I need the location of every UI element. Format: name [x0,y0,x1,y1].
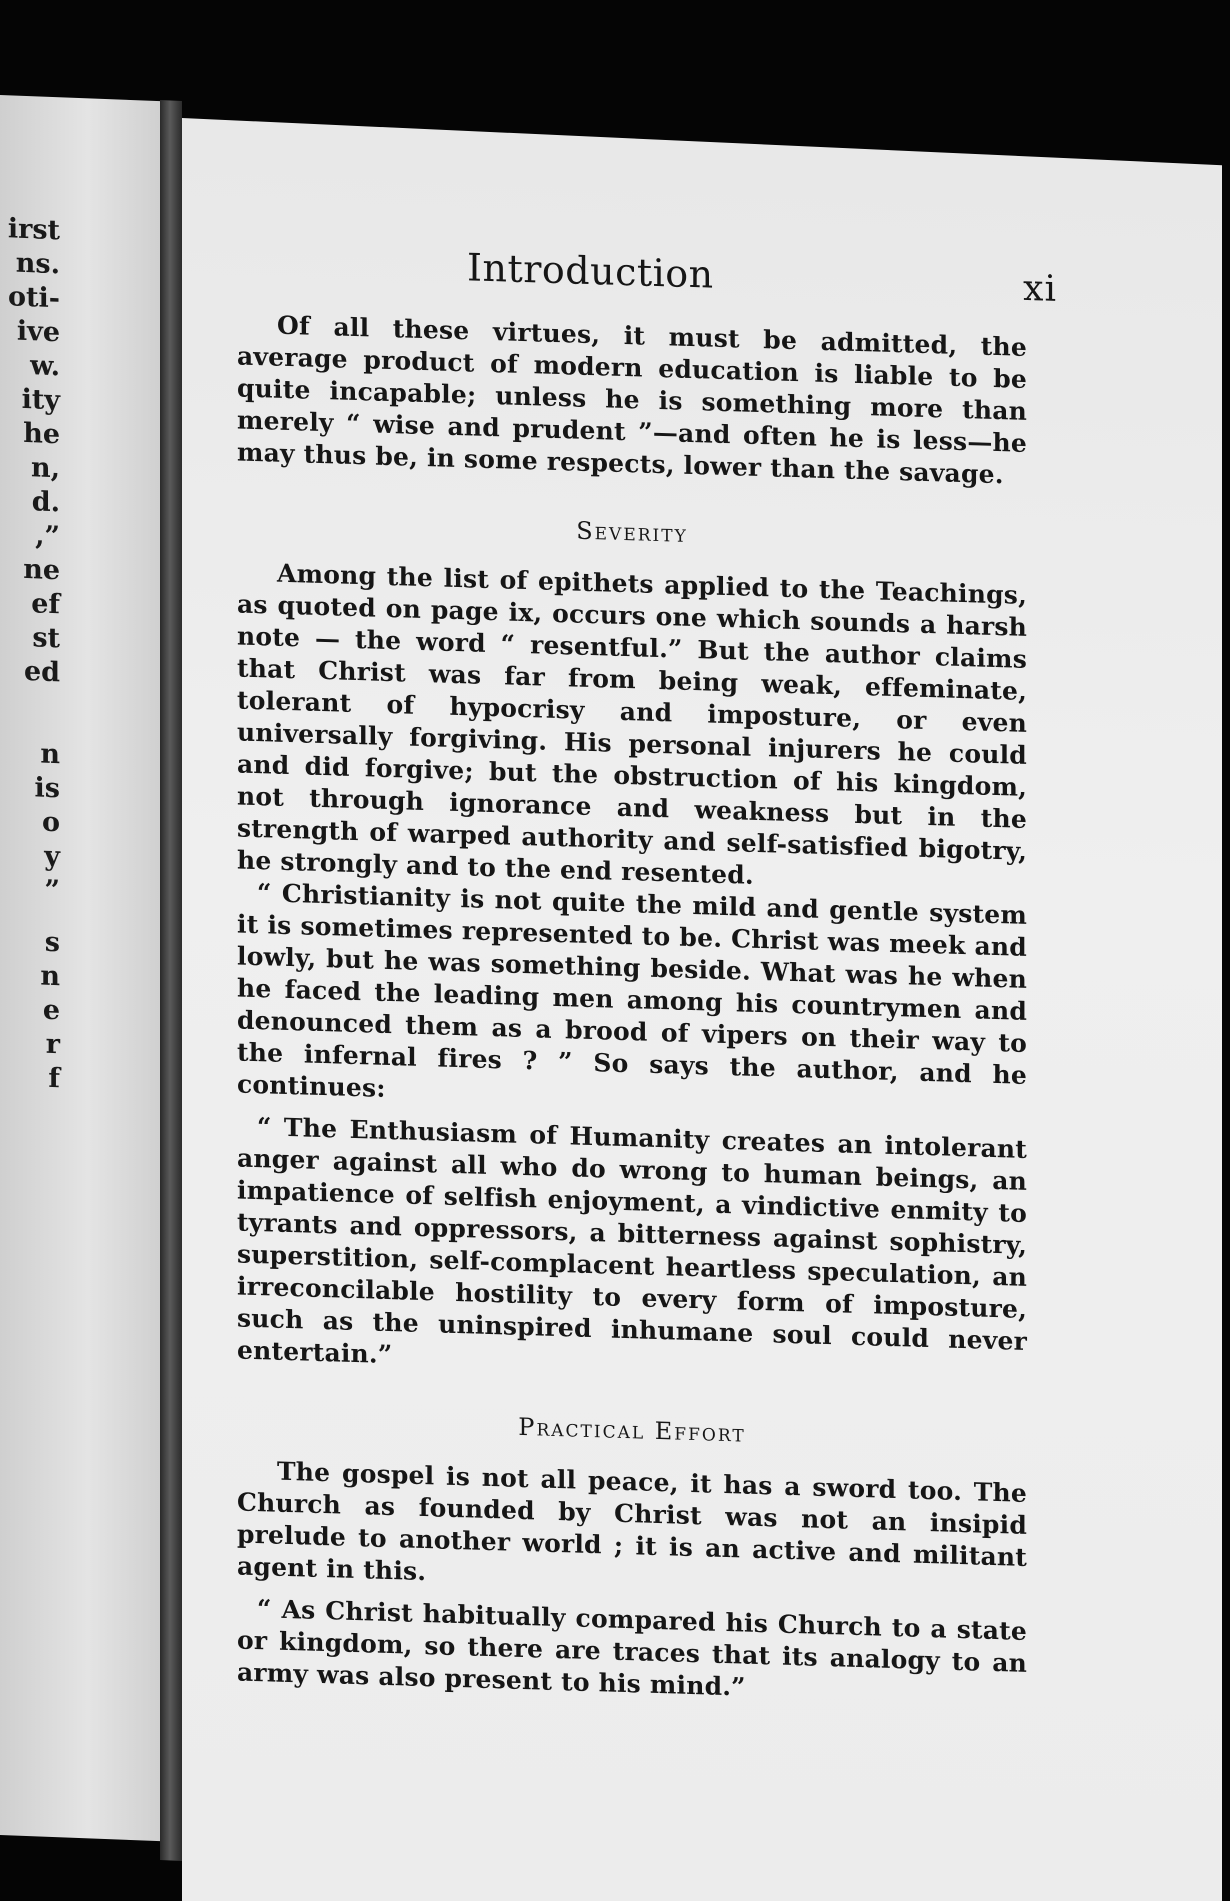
page-text-block [237,238,1057,1711]
book-page [182,118,1222,1901]
paragraph-gospel: The gospel is not all peace, it has a sword too. The Church as founded by Christ was not an insipid prelude to another world ; it is an active and militant agent in this. [237,1456,1027,1587]
prev-page-fragment: he [23,417,60,451]
prev-page-fragment: ne [23,553,60,587]
prev-page-fragment: ed [23,655,60,689]
prev-page-fragment: ity [21,383,60,417]
prev-page-fragment: irst [7,213,60,247]
prev-page-fragment: ,” [35,520,60,553]
prev-page-fragment: oti- [8,281,60,315]
prev-page-fragment: ive [16,315,60,349]
paragraph-church-quote: “ As Christ habitually compared his Church to a state or kingdom, so there are traces that its analogy to an army was also present to his mind.” [237,1594,1027,1702]
prev-page-fragment: y [44,840,60,873]
prev-page-fragment: ef [31,588,60,621]
paragraph-epithets: Among the list of epithets applied to the Teachings, as quoted on page ix, occurs one which sounds a harsh note — the word “ resentful.” But the author claims that Christ was far from being weak, effeminate, tolerant of hypocrisy and imposture, or even universally forgiving. His personal injurers he could and did forgive; but the obstruction of his kingdom, not through ignorance and weakness but in the strength of warped authority and self-satisfied bigotry, he strongly and to the end resented. [237,558,1027,890]
prev-page-fragment: f [48,1062,60,1095]
paragraph-christianity-quote: “ Christianity is not quite the mild and gentle system it is sometimes represented to be. Christ was meek and lowly, but he was something beside. What was he when he faced the leading men among his countrymen and denounced them as a brood of vipers on their way to the infernal fires ? ” So says the author, and he continues: [237,878,1027,1103]
paragraph-virtues: Of all these virtues, it must be admitted, the average product of modern education is liable to be quite incapable; unless he is something more than merely “ wise and prudent ”—and often he is less—he may thus be, in some respects, lower than the savage. [237,310,1027,490]
paragraph-enthusiasm-quote: “ The Enthusiasm of Humanity creates an intolerant anger against all who do wrong to human beings, an impatience of selfish enjoyment, a vindictive enmity to tyrants and oppressors, a bitterness against sophistry, superstition, self-complacent heartless speculation, an irreconcilable hostility to every form of imposture, such as the uninspired inhumane soul could never entertain.” [237,1112,1027,1370]
prev-page-fragment: s [44,926,60,959]
prev-page-fragment: ns. [15,247,60,281]
prev-page-fragment: st [32,622,60,655]
section-heading-severity: Severity [576,516,688,548]
prev-page-fragment: o [41,806,60,839]
prev-page-fragment: n, [30,452,60,485]
prev-page-fragment: d. [31,486,60,519]
prev-page-fragment: is [34,772,60,805]
prev-page-fragment: ” [44,874,60,907]
prev-page-fragment: r [45,1028,60,1061]
previous-page-edge [0,95,160,1841]
prev-page-fragment: e [42,994,60,1027]
prev-page-fragment: w. [30,350,60,383]
prev-page-fragment: n [40,738,60,771]
page-number: xi [1023,267,1057,310]
prev-page-fragment: n [40,960,60,993]
book-gutter [160,100,182,1861]
running-title: Introduction [467,245,714,297]
section-heading-practical-effort: Practical Effort [518,1412,746,1448]
